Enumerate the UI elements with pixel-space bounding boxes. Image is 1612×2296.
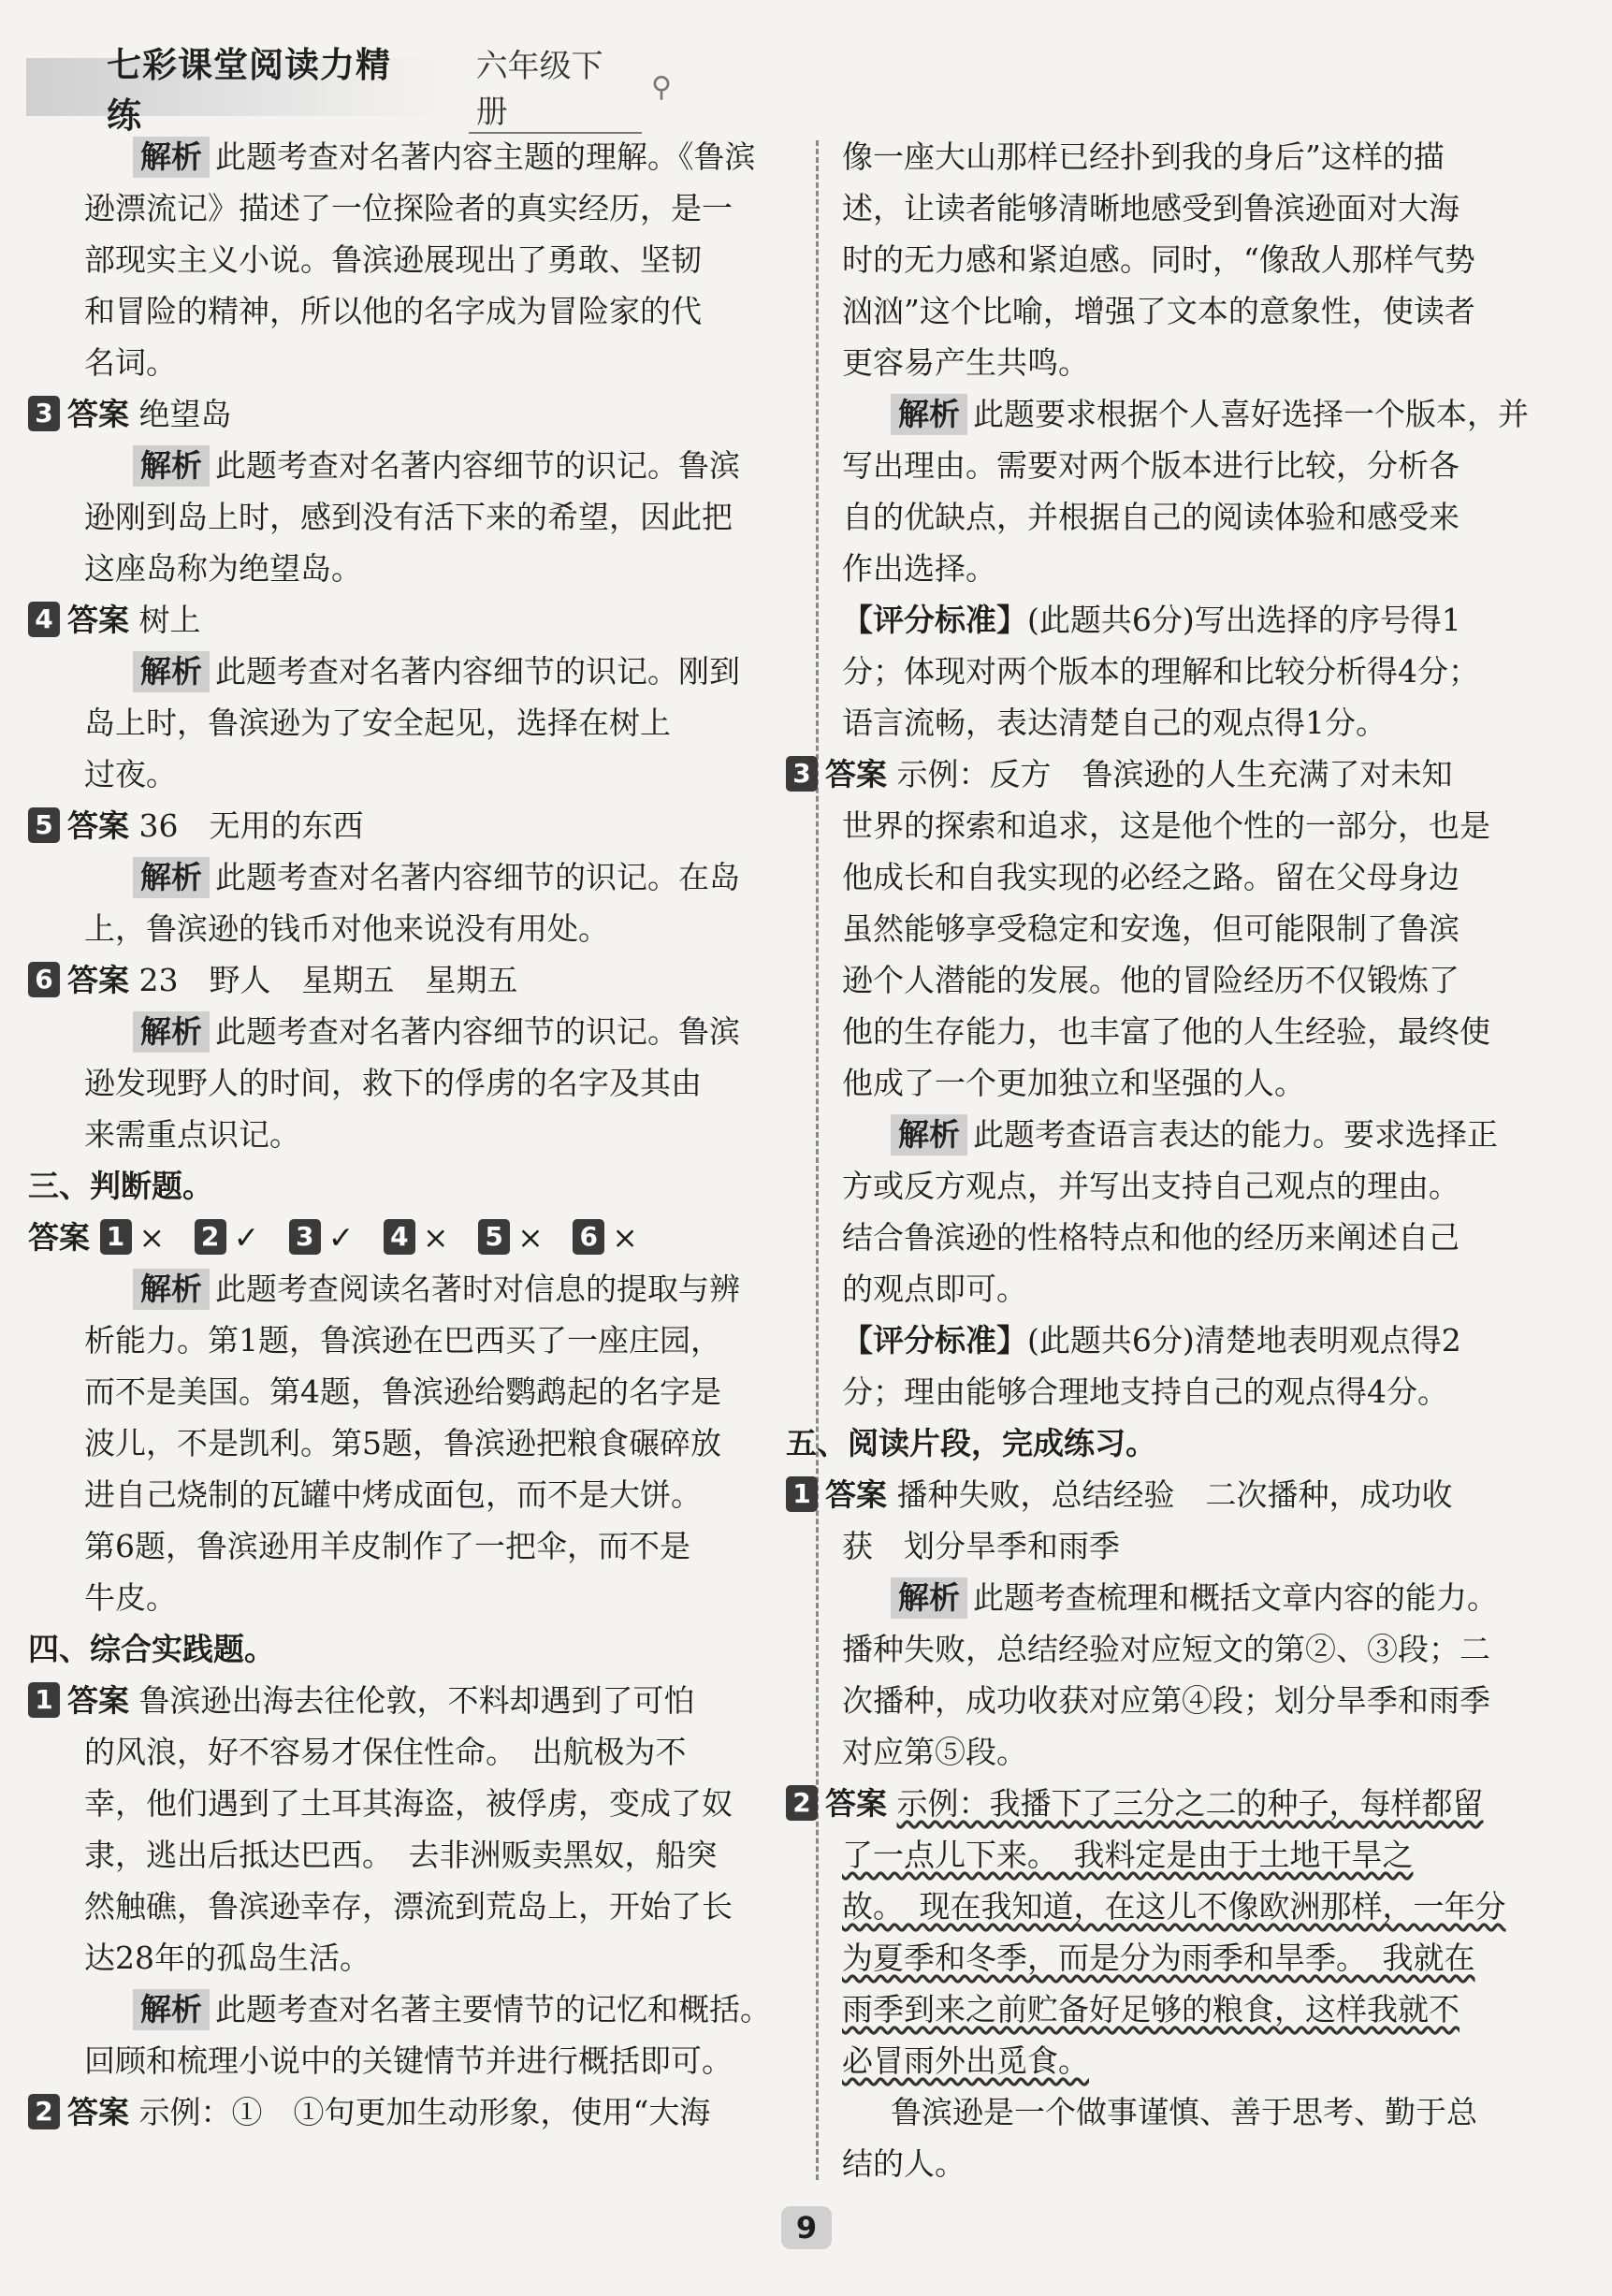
text-line: 他的生存能力，也丰富了他的人生经验，最终使 (842, 1013, 1490, 1050)
leaf-icon: ⚲ (651, 70, 672, 104)
text-line: 的观点即可。 (842, 1271, 1027, 1307)
text-line: 语言流畅，表达清楚自己的观点得1分。 (842, 705, 1387, 741)
text-line: 述，让读者能够清晰地感受到鲁滨逊面对大海 (842, 190, 1460, 226)
text-line: 解析 此题考查对名著内容主题的理解。《鲁滨 (84, 131, 795, 182)
criteria-tag: 【评分标准】 (842, 1322, 1027, 1359)
text-line: 逊漂流记》描述了一位探险者的真实经历，是一 (84, 190, 733, 226)
grade-label: 六年级下册 (469, 40, 642, 134)
text-line: 获 划分旱季和雨季 (842, 1528, 1120, 1564)
text-line: 写出理由。需要对两个版本进行比较，分析各 (842, 447, 1460, 484)
answer-practice-2: 2 答案 示例：① ①句更加生动形象，使用“大海 (28, 2086, 795, 2138)
text-line: 解析 此题考查对名著内容细节的识记。鲁滨 (84, 440, 795, 491)
text-line: 达28年的孤岛生活。 (84, 1940, 370, 1976)
answer-practice-3: 3 答案 示例：反方 鲁滨逊的人生充满了对未知 (786, 748, 1553, 800)
book-title: 七彩课堂阅读力精练 (26, 58, 454, 116)
answer-practice-1: 1 答案 鲁滨逊出海去往伦敦，不料却遇到了可怕 (28, 1675, 795, 1726)
text-line: 鲁滨逊是一个做事谨慎、善于思考、勤于总 (891, 2094, 1477, 2130)
section-heading-reading: 五、阅读片段，完成练习。 (786, 1425, 1156, 1461)
question-number: 4 (28, 602, 60, 637)
text-line: 时的无力感和紧迫感。同时，“像敌人那样气势 (842, 241, 1475, 278)
text-line: 了一点儿下来。 我料定是由于土地干旱之 (842, 1837, 1414, 1873)
question-number: 1 (786, 1476, 818, 1512)
text-line: 世界的探索和追求，这是他个性的一部分，也是 (842, 807, 1490, 844)
page-number: 9 (781, 2206, 832, 2249)
text-line: 和冒险的精神，所以他的名字成为冒险家的代 (84, 293, 702, 329)
text-line: 必冒雨外出觅食。 (842, 2042, 1089, 2079)
text-line: 汹汹”这个比喻，增强了文本的意象性，使读者 (842, 293, 1475, 329)
text-line: 解析 此题要求根据个人喜好选择一个版本，并 (842, 388, 1553, 440)
analysis-tag: 解析 (133, 857, 210, 898)
analysis-tag: 解析 (133, 1011, 210, 1053)
text-line: 解析 此题考查阅读名著时对信息的提取与辨 (84, 1263, 795, 1315)
text-line: 方或反方观点，并写出支持自己观点的理由。 (842, 1168, 1460, 1204)
text-line: 析能力。第1题，鲁滨逊在巴西买了一座庄园， (84, 1322, 721, 1359)
text-line: 故。 现在我知道，在这儿不像欧洲那样，一年分 (842, 1888, 1506, 1925)
answer-3: 3 答案 绝望岛 (28, 388, 795, 440)
question-number: 6 (28, 962, 60, 997)
text-line: 雨季到来之前贮备好足够的粮食，这样我就不 (842, 1991, 1460, 2027)
text-line: 名词。 (84, 344, 177, 381)
text-line: 分；理由能够合理地支持自己的观点得4分。 (842, 1373, 1448, 1410)
text-line: 为夏季和冬季，而是分为雨季和旱季。 我就在 (842, 1940, 1475, 1976)
question-number: 2 (786, 1785, 818, 1821)
text-line: 来需重点识记。 (84, 1116, 300, 1153)
text-line: 虽然能够享受稳定和安逸，但可能限制了鲁滨 (842, 910, 1460, 947)
text-line: 自的优缺点，并根据自己的阅读体验和感受来 (842, 499, 1460, 535)
analysis-tag: 解析 (133, 445, 210, 487)
analysis-tag: 解析 (891, 1577, 967, 1619)
text-line: 部现实主义小说。鲁滨逊展现出了勇敢、坚韧 (84, 241, 702, 278)
answer-reading-1: 1 答案 播种失败，总结经验 二次播种，成功收 (786, 1469, 1553, 1520)
text-line: 进自己烧制的瓦罐中烤成面包，而不是大饼。 (84, 1476, 702, 1513)
text-line: 作出选择。 (842, 550, 996, 587)
text-line: 解析 此题考查对名著内容细节的识记。刚到 (84, 646, 795, 697)
question-number: 1 (28, 1682, 60, 1718)
analysis-tag: 解析 (133, 137, 210, 178)
text-line: 【评分标准】(此题共6分)清楚地表明观点得2 (842, 1322, 1461, 1359)
analysis-tag: 解析 (133, 1989, 210, 2030)
analysis-tag: 解析 (133, 1269, 210, 1310)
text-line: 牛皮。 (84, 1579, 177, 1616)
analysis-tag: 解析 (133, 651, 210, 692)
answer-4: 4 答案 树上 (28, 594, 795, 646)
text-line: 解析 此题考查语言表达的能力。要求选择正 (842, 1109, 1553, 1160)
text-line: 回顾和梳理小说中的关键情节并进行概括即可。 (84, 2042, 733, 2079)
text-line: 分；体现对两个版本的理解和比较分析得4分； (842, 653, 1479, 690)
text-line: 解析 此题考查对名著主要情节的记忆和概括。 (84, 1984, 795, 2035)
text-line: 而不是美国。第4题，鲁滨逊给鹦鹉起的名字是 (84, 1373, 721, 1410)
text-line: 隶，逃出后抵达巴西。 去非洲贩卖黑奴，船突 (84, 1837, 718, 1873)
text-line: 的风浪，好不容易才保住性命。 出航极为不 (84, 1734, 687, 1770)
text-line: 解析 此题考查梳理和概括文章内容的能力。 (842, 1572, 1553, 1623)
text-line: 过夜。 (84, 756, 177, 792)
text-line: 结合鲁滨逊的性格特点和他的经历来阐述自己 (842, 1219, 1460, 1256)
text-line: 解析 此题考查对名著内容细节的识记。在岛 (84, 851, 795, 903)
text-line: 幸，他们遇到了土耳其海盗，被俘虏，变成了奴 (84, 1785, 733, 1822)
left-column (28, 131, 795, 2138)
text-line: 这座岛称为绝望岛。 (84, 550, 362, 587)
text-line: 波儿，不是凯利。第5题，鲁滨逊把粮食碾碎放 (84, 1425, 721, 1461)
criteria-tag: 【评分标准】 (842, 602, 1027, 638)
text-line: 逊个人潜能的发展。他的冒险经历不仅锻炼了 (842, 962, 1460, 998)
text-line: 上，鲁滨逊的钱币对他来说没有用处。 (84, 910, 609, 947)
question-number: 2 (28, 2094, 60, 2129)
section-heading-practice: 四、综合实践题。 (28, 1631, 275, 1667)
text-line: 播种失败，总结经验对应短文的第②、③段；二 (842, 1631, 1490, 1667)
answer-5: 5 答案 36 无用的东西 (28, 800, 795, 851)
analysis-tag: 解析 (891, 394, 967, 435)
question-number: 3 (786, 756, 818, 792)
section-heading-judge: 三、判断题。 (28, 1168, 213, 1204)
text-line: 岛上时，鲁滨逊为了安全起见，选择在树上 (84, 705, 671, 741)
text-line: 逊刚到岛上时，感到没有活下来的希望，因此把 (84, 499, 733, 535)
text-line: 解析 此题考查对名著内容细节的识记。鲁滨 (84, 1006, 795, 1057)
text-line: 更容易产生共鸣。 (842, 344, 1089, 381)
text-line: 然触礁，鲁滨逊幸存，漂流到荒岛上，开始了长 (84, 1888, 733, 1925)
page-header (26, 45, 672, 136)
text-line: 对应第⑤段。 (842, 1734, 1027, 1770)
question-number: 3 (28, 396, 60, 431)
text-line: 第6题，鲁滨逊用羊皮制作了一把伞，而不是 (84, 1528, 690, 1564)
text-line: 他成长和自我实现的必经之路。留在父母身边 (842, 859, 1460, 895)
column-divider (816, 140, 819, 2180)
question-number: 5 (28, 807, 60, 843)
text-line: 次播种，成功收获对应第④段；划分旱季和雨季 (842, 1682, 1490, 1719)
answer-reading-2: 2 答案 示例：我播下了三分之二的种子，每样都留 (786, 1778, 1553, 1829)
text-line: 逊发现野人的时间，救下的俘虏的名字及其由 (84, 1065, 702, 1101)
answer-6: 6 答案 23 野人 星期五 星期五 (28, 954, 795, 1006)
text-line: 【评分标准】(此题共6分)写出选择的序号得1 (842, 602, 1461, 638)
right-column (786, 131, 1553, 2189)
analysis-tag: 解析 (891, 1114, 967, 1155)
judge-answers: 答案 1 × 2 ✓ 3 ✓ 4 × 5 × 6 × (28, 1219, 638, 1256)
text-line: 他成了一个更加独立和坚强的人。 (842, 1065, 1305, 1101)
text-line: 像一座大山那样已经扑到我的身后”这样的描 (842, 138, 1445, 175)
text-line: 结的人。 (842, 2145, 966, 2182)
